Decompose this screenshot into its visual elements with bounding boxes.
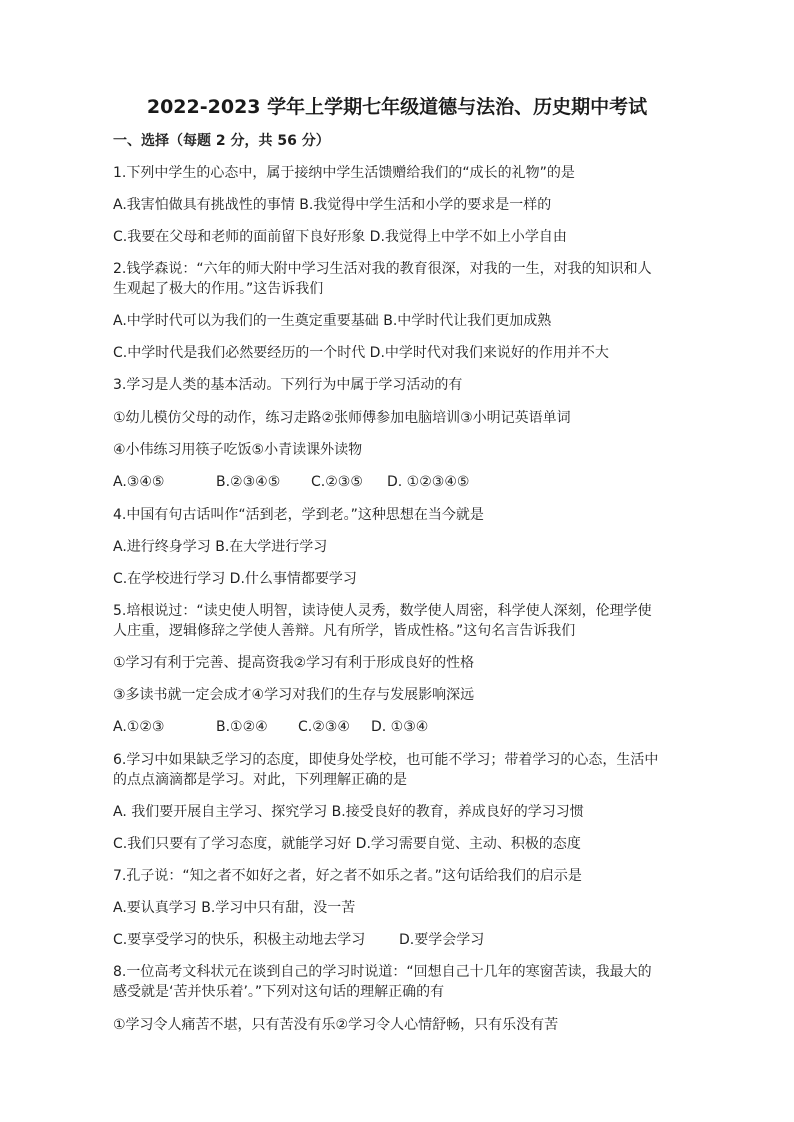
question-6-stem-line1: 6.学习中如果缺乏学习的态度，即使身处学校，也可能不学习；带着学习的心态，生活中 xyxy=(113,752,659,768)
question-6-stem-line2: 的点点滴滴都是学习。对此，下列理解正确的是 xyxy=(113,772,407,788)
question-3-option-c: C.②③⑤ xyxy=(311,474,363,490)
question-5-option-d: D. ①③④ xyxy=(371,719,429,735)
question-1-options-ab: A.我害怕做具有挑战性的事情 B.我觉得中学生活和小学的要求是一样的 xyxy=(113,197,552,213)
question-7-option-d: D.要学会学习 xyxy=(399,932,485,948)
question-2-options-cd: C.中学时代是我们必然要经历的一个时代 D.中学时代对我们来说好的作用并不大 xyxy=(113,345,609,361)
question-5-items-line2: ③多读书就一定会成才④学习对我们的生存与发展影响深远 xyxy=(113,687,475,703)
question-7-options-ab: A.要认真学习 B.学习中只有甜，没一苦 xyxy=(113,900,356,916)
question-5-items-line1: ①学习有利于完善、提高资我②学习有利于形成良好的性格 xyxy=(113,655,475,671)
section-heading: 一、选择（每题 2 分，共 56 分） xyxy=(113,133,330,149)
question-3-options xyxy=(113,472,685,492)
question-5-stem-line1: 5.培根说过：“读史使人明智，读诗使人灵秀，数学使人周密，科学使人深刻，伦理学使 xyxy=(113,603,652,619)
question-4-options-cd: C.在学校进行学习 D.什么事情都要学习 xyxy=(113,571,357,587)
question-5-stem-line2: 人庄重，逻辑修辞之学使人善辩。凡有所学，皆成性格。”这句名言告诉我们 xyxy=(113,623,576,639)
question-8-items-line1: ①学习令人痛苦不堪，只有苦没有乐②学习令人心情舒畅，只有乐没有苦 xyxy=(113,1017,559,1033)
question-1-stem: 1.下列中学生的心态中，属于接纳中学生活馈赠给我们的“成长的礼物”的是 xyxy=(113,165,575,181)
question-6-options-cd: C.我们只要有了学习态度，就能学习好 D.学习需要自觉、主动、积极的态度 xyxy=(113,836,581,852)
question-5-option-b: B.①②④ xyxy=(216,719,268,735)
exam-title: 2022-2023 学年上学期七年级道德与法治、历史期中考试 xyxy=(146,96,648,118)
question-8-stem-line1: 8.一位高考文科状元在谈到自己的学习时说道：“回想自己十几年的寒窗苦读，我最大的 xyxy=(113,964,652,980)
question-2-stem-line1: 2.钱学森说：“六年的师大附中学习生活对我的教育很深，对我的一生，对我的知识和人 xyxy=(113,261,652,277)
question-1-options-cd: C.我要在父母和老师的面前留下良好形象 D.我觉得上中学不如上小学自由 xyxy=(113,229,567,245)
question-3-option-a: A.③④⑤ xyxy=(113,474,165,490)
question-3-option-d: D. ①②③④⑤ xyxy=(387,474,470,490)
question-5-options xyxy=(113,717,685,737)
question-4-options-ab: A.进行终身学习 B.在大学进行学习 xyxy=(113,539,328,555)
question-2-stem-line2: 生观起了极大的作用。”这告诉我们 xyxy=(113,281,324,297)
question-3-items-line1: ①幼儿模仿父母的动作，练习走路②张师傅参加电脑培训③小明记英语单词 xyxy=(113,410,571,426)
question-7-stem: 7.孔子说：“知之者不如好之者，好之者不如乐之者。”这句话给我们的启示是 xyxy=(113,868,582,884)
question-5-option-c: C.②③④ xyxy=(298,719,350,735)
question-2-options-ab: A.中学时代可以为我们的一生奠定重要基础 B.中学时代让我们更加成熟 xyxy=(113,313,552,329)
question-4-stem: 4.中国有句古话叫作“活到老，学到老。”这种思想在当今就是 xyxy=(113,507,484,523)
question-8-stem-line2: 感受就是‘苦并快乐着’。”下列对这句话的理解正确的有 xyxy=(113,984,445,1000)
question-7-option-c: C.要享受学习的快乐，积极主动地去学习 xyxy=(113,932,366,948)
question-6-options-ab: A. 我们要开展自主学习、探究学习 B.接受良好的教育，养成良好的学习习惯 xyxy=(113,804,584,820)
question-3-stem: 3.学习是人类的基本活动。下列行为中属于学习活动的有 xyxy=(113,377,463,393)
question-5-option-a: A.①②③ xyxy=(113,719,165,735)
question-3-items-line2: ④小伟练习用筷子吃饭⑤小青读课外读物 xyxy=(113,442,363,458)
question-7-options-cd xyxy=(113,930,685,950)
question-3-option-b: B.②③④⑤ xyxy=(216,474,281,490)
